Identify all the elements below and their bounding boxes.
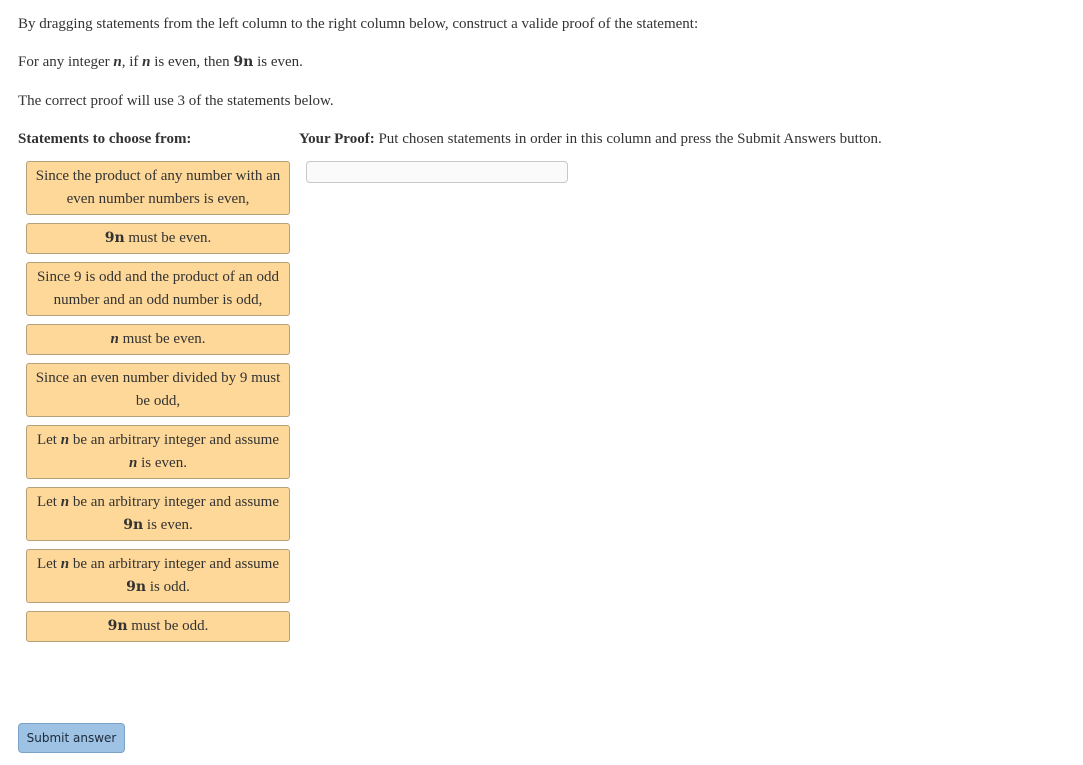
proof-heading: Your Proof: Put chosen statements in order in this column and press the Submit Answers button.	[299, 131, 882, 147]
statement-n-must-be-even[interactable]: n must be even.	[26, 324, 290, 355]
statement-odd-times-odd[interactable]: Since 9 is odd and the product of an odd number and an odd number is odd,	[26, 262, 290, 316]
statement-count-note: The correct proof will use 3 of the statements below.	[18, 93, 334, 109]
statement-assume-n-even[interactable]: Let n be an arbitrary integer and assume n is even.	[26, 425, 290, 479]
claim-statement: For any integer n, if n is even, then 9n is even.	[18, 54, 303, 70]
statement-assume-9n-odd[interactable]: Let n be an arbitrary integer and assume 9n is odd.	[26, 549, 290, 603]
statement-assume-9n-even[interactable]: Let n be an arbitrary integer and assume 9n is even.	[26, 487, 290, 541]
choices-heading: Statements to choose from:	[18, 131, 192, 147]
submit-answer-button[interactable]: Submit answer	[18, 723, 125, 753]
statement-9n-must-be-odd[interactable]: 9n must be odd.	[26, 611, 290, 642]
instruction-text: By dragging statements from the left column to the right column below, construct a valide proof of the statement:	[18, 16, 699, 32]
statement-9n-must-be-even[interactable]: 9n must be even.	[26, 223, 290, 254]
statement-even-divided-by-9[interactable]: Since an even number divided by 9 must be odd,	[26, 363, 290, 417]
statement-product-even[interactable]: Since the product of any number with an even number numbers is even,	[26, 161, 290, 215]
proof-drop-zone[interactable]	[306, 161, 568, 183]
statement-choices-list	[26, 161, 290, 650]
